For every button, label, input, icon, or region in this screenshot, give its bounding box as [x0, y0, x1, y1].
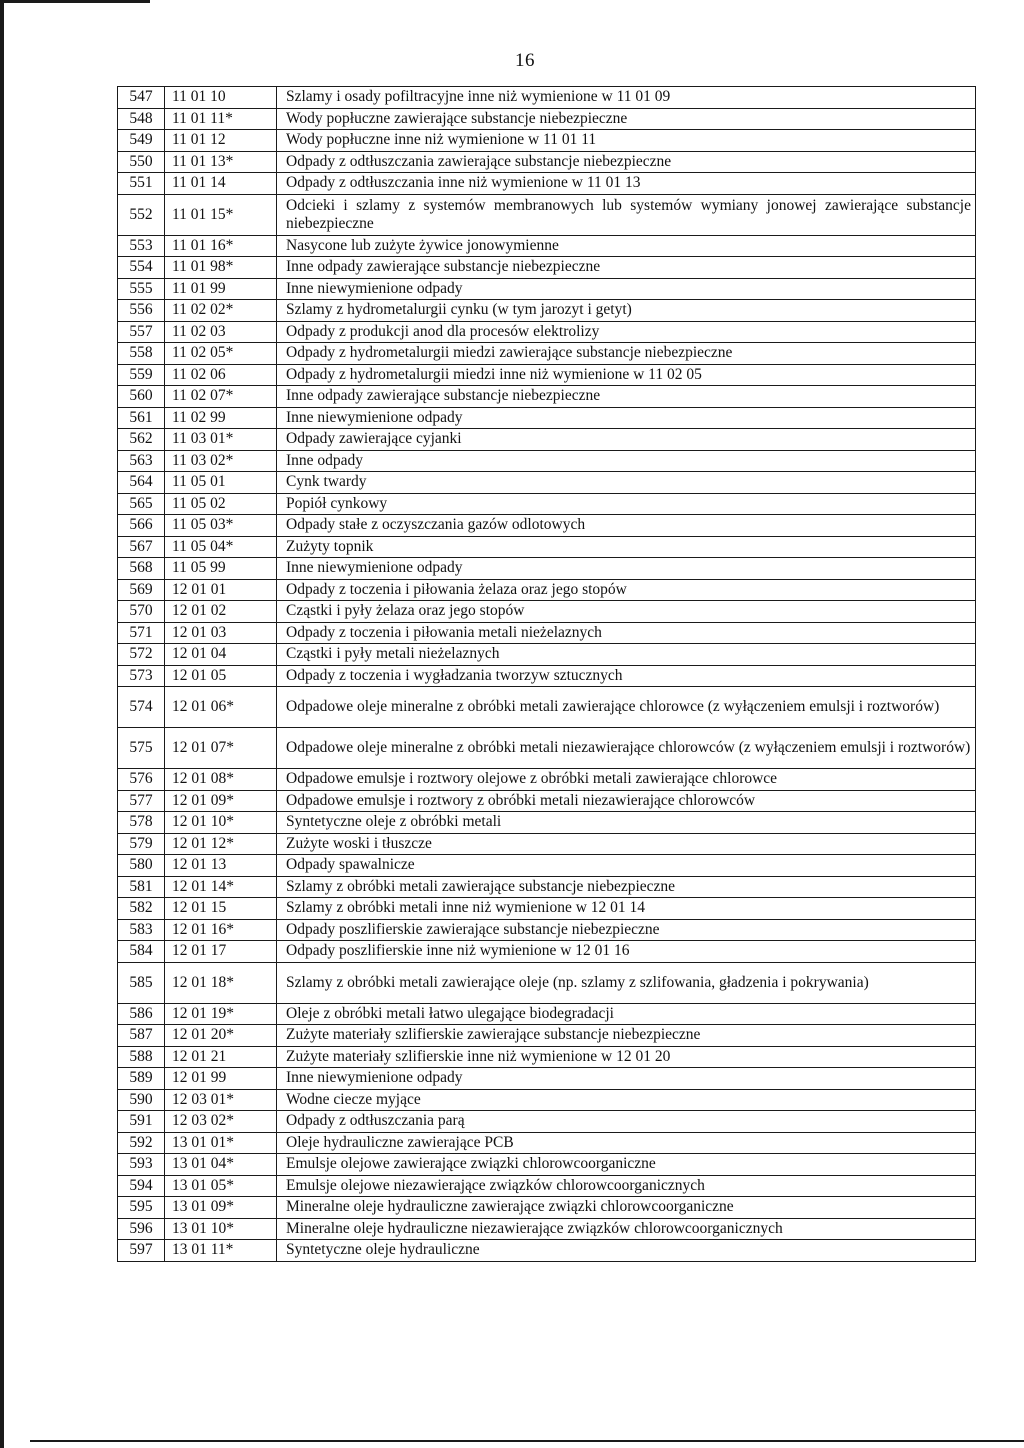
row-number: 594	[118, 1175, 165, 1197]
table-row	[118, 579, 976, 601]
waste-description: Cynk twardy	[277, 472, 976, 494]
table-row	[118, 665, 976, 687]
row-number: 569	[118, 579, 165, 601]
waste-code: 13 01 01*	[165, 1132, 277, 1154]
waste-description: Syntetyczne oleje hydrauliczne	[277, 1240, 976, 1262]
waste-code: 12 01 03	[165, 622, 277, 644]
waste-description: Wody popłuczne inne niż wymienione w 11 01 11	[277, 130, 976, 152]
waste-code: 12 01 05	[165, 665, 277, 687]
waste-code: 12 01 08*	[165, 769, 277, 791]
row-number: 578	[118, 812, 165, 834]
waste-description: Odpady z odtłuszczania zawierające substancje niebezpieczne	[277, 151, 976, 173]
table-row	[118, 833, 976, 855]
waste-code: 11 01 13*	[165, 151, 277, 173]
table-row	[118, 1132, 976, 1154]
row-number: 566	[118, 515, 165, 537]
waste-description: Zużyte materiały szlifierskie inne niż wymienione w 12 01 20	[277, 1046, 976, 1068]
table-row	[118, 130, 976, 152]
table-row	[118, 769, 976, 791]
waste-code: 11 05 02	[165, 493, 277, 515]
waste-description: Szlamy z hydrometalurgii cynku (w tym jarozyt i getyt)	[277, 300, 976, 322]
table-row	[118, 558, 976, 580]
row-number: 591	[118, 1111, 165, 1133]
waste-code-table	[117, 86, 976, 1262]
table-row	[118, 386, 976, 408]
table-row	[118, 173, 976, 195]
table-row	[118, 321, 976, 343]
table-row	[118, 108, 976, 130]
table-row	[118, 1111, 976, 1133]
row-number: 552	[118, 194, 165, 235]
waste-code: 12 01 12*	[165, 833, 277, 855]
waste-description: Odpady zawierające cyjanki	[277, 429, 976, 451]
table-row	[118, 429, 976, 451]
table-row	[118, 194, 976, 235]
waste-code: 13 01 09*	[165, 1197, 277, 1219]
table-row	[118, 1175, 976, 1197]
table-row	[118, 472, 976, 494]
waste-description: Wody popłuczne zawierające substancje niebezpieczne	[277, 108, 976, 130]
table-row	[118, 1025, 976, 1047]
waste-code: 11 03 02*	[165, 450, 277, 472]
waste-code: 11 01 14	[165, 173, 277, 195]
table-row	[118, 855, 976, 877]
waste-code: 11 02 06	[165, 364, 277, 386]
table-row	[118, 300, 976, 322]
waste-description: Zużyte materiały szlifierskie zawierające substancje niebezpieczne	[277, 1025, 976, 1047]
row-number: 557	[118, 321, 165, 343]
table-row	[118, 1240, 976, 1262]
waste-description: Oleje hydrauliczne zawierające PCB	[277, 1132, 976, 1154]
waste-description: Nasycone lub zużyte żywice jonowymienne	[277, 235, 976, 257]
row-number: 574	[118, 687, 165, 728]
table-row	[118, 343, 976, 365]
waste-description: Odpadowe oleje mineralne z obróbki metali niezawierające chlorowców (z wyłączeniem emulsji i roztworów)	[277, 728, 976, 769]
row-number: 587	[118, 1025, 165, 1047]
waste-code: 11 01 16*	[165, 235, 277, 257]
waste-description: Odpady z hydrometalurgii miedzi inne niż wymienione w 11 02 05	[277, 364, 976, 386]
table-row	[118, 898, 976, 920]
row-number: 571	[118, 622, 165, 644]
waste-code: 11 01 12	[165, 130, 277, 152]
table-row	[118, 919, 976, 941]
waste-description: Odpady z hydrometalurgii miedzi zawierające substancje niebezpieczne	[277, 343, 976, 365]
table-row	[118, 1154, 976, 1176]
row-number: 554	[118, 257, 165, 279]
table-row	[118, 1218, 976, 1240]
row-number: 563	[118, 450, 165, 472]
table-row	[118, 1089, 976, 1111]
waste-description: Szlamy z obróbki metali zawierające oleje (np. szlamy z szlifowania, gładzenia i pokrywania)	[277, 962, 976, 1003]
waste-code: 11 01 99	[165, 278, 277, 300]
table-row	[118, 278, 976, 300]
scan-edge-bottom	[30, 1440, 1024, 1442]
waste-code: 11 02 02*	[165, 300, 277, 322]
row-number: 558	[118, 343, 165, 365]
waste-code: 12 03 01*	[165, 1089, 277, 1111]
table-row	[118, 1197, 976, 1219]
waste-code: 11 02 99	[165, 407, 277, 429]
row-number: 590	[118, 1089, 165, 1111]
row-number: 584	[118, 941, 165, 963]
waste-description: Mineralne oleje hydrauliczne zawierające związki chlorowcoorganiczne	[277, 1197, 976, 1219]
waste-description: Odpady z produkcji anod dla procesów elektrolizy	[277, 321, 976, 343]
table-row	[118, 790, 976, 812]
waste-description: Odpady poszlifierskie inne niż wymienione w 12 01 16	[277, 941, 976, 963]
waste-description: Inne niewymienione odpady	[277, 558, 976, 580]
table-row	[118, 515, 976, 537]
row-number: 547	[118, 87, 165, 109]
row-number: 572	[118, 644, 165, 666]
waste-description: Wodne ciecze myjące	[277, 1089, 976, 1111]
table-row	[118, 87, 976, 109]
waste-code: 12 01 14*	[165, 876, 277, 898]
table-row	[118, 601, 976, 623]
waste-code: 11 05 99	[165, 558, 277, 580]
row-number: 579	[118, 833, 165, 855]
row-number: 565	[118, 493, 165, 515]
row-number: 549	[118, 130, 165, 152]
table-row	[118, 962, 976, 1003]
waste-description: Emulsje olejowe niezawierające związków chlorowcoorganicznych	[277, 1175, 976, 1197]
waste-code: 12 01 10*	[165, 812, 277, 834]
waste-code: 12 01 16*	[165, 919, 277, 941]
row-number: 564	[118, 472, 165, 494]
waste-description: Szlamy z obróbki metali zawierające substancje niebezpieczne	[277, 876, 976, 898]
row-number: 570	[118, 601, 165, 623]
waste-code: 13 01 05*	[165, 1175, 277, 1197]
waste-code: 12 01 01	[165, 579, 277, 601]
waste-description: Cząstki i pyły metali nieżelaznych	[277, 644, 976, 666]
waste-description: Zużyty topnik	[277, 536, 976, 558]
table-row	[118, 536, 976, 558]
row-number: 573	[118, 665, 165, 687]
row-number: 576	[118, 769, 165, 791]
row-number: 586	[118, 1003, 165, 1025]
waste-description: Mineralne oleje hydrauliczne niezawierające związków chlorowcoorganicznych	[277, 1218, 976, 1240]
waste-description: Szlamy i osady pofiltracyjne inne niż wymienione w 11 01 09	[277, 87, 976, 109]
table-row	[118, 728, 976, 769]
waste-description: Odpady z toczenia i piłowania metali nieżelaznych	[277, 622, 976, 644]
waste-code: 12 01 17	[165, 941, 277, 963]
waste-description: Cząstki i pyły żelaza oraz jego stopów	[277, 601, 976, 623]
waste-description: Odpady z odtłuszczania inne niż wymienione w 11 01 13	[277, 173, 976, 195]
waste-code: 11 01 98*	[165, 257, 277, 279]
waste-code: 12 01 07*	[165, 728, 277, 769]
row-number: 561	[118, 407, 165, 429]
row-number: 575	[118, 728, 165, 769]
table-row	[118, 364, 976, 386]
row-number: 555	[118, 278, 165, 300]
table-row	[118, 622, 976, 644]
table-row	[118, 687, 976, 728]
waste-code: 12 01 15	[165, 898, 277, 920]
waste-code: 12 01 99	[165, 1068, 277, 1090]
waste-code: 12 01 04	[165, 644, 277, 666]
waste-code: 12 01 20*	[165, 1025, 277, 1047]
row-number: 553	[118, 235, 165, 257]
waste-description: Inne odpady zawierające substancje niebezpieczne	[277, 257, 976, 279]
waste-description: Odpady spawalnicze	[277, 855, 976, 877]
waste-description: Odpadowe emulsje i roztwory olejowe z obróbki metali zawierające chlorowce	[277, 769, 976, 791]
waste-code: 12 01 21	[165, 1046, 277, 1068]
row-number: 589	[118, 1068, 165, 1090]
waste-table-body	[118, 87, 976, 1262]
waste-description: Zużyte woski i tłuszcze	[277, 833, 976, 855]
waste-code: 11 02 05*	[165, 343, 277, 365]
row-number: 588	[118, 1046, 165, 1068]
waste-description: Odpadowe oleje mineralne z obróbki metali zawierające chlorowce (z wyłączeniem emulsji i roztworów)	[277, 687, 976, 728]
table-row	[118, 151, 976, 173]
waste-code: 11 03 01*	[165, 429, 277, 451]
scan-edge-top-left	[0, 0, 150, 3]
waste-code: 12 01 19*	[165, 1003, 277, 1025]
waste-code: 11 02 03	[165, 321, 277, 343]
row-number: 556	[118, 300, 165, 322]
waste-code: 11 05 03*	[165, 515, 277, 537]
row-number: 551	[118, 173, 165, 195]
table-row	[118, 235, 976, 257]
waste-description: Inne odpady	[277, 450, 976, 472]
row-number: 550	[118, 151, 165, 173]
table-row	[118, 1003, 976, 1025]
table-row	[118, 876, 976, 898]
scan-edge-left	[0, 0, 4, 1448]
waste-code: 12 03 02*	[165, 1111, 277, 1133]
row-number: 567	[118, 536, 165, 558]
waste-code: 11 01 15*	[165, 194, 277, 235]
table-row	[118, 493, 976, 515]
row-number: 580	[118, 855, 165, 877]
waste-description: Oleje z obróbki metali łatwo ulegające biodegradacji	[277, 1003, 976, 1025]
waste-description: Odpady poszlifierskie zawierające substancje niebezpieczne	[277, 919, 976, 941]
waste-description: Odpadowe emulsje i roztwory z obróbki metali niezawierające chlorowców	[277, 790, 976, 812]
waste-code: 12 01 02	[165, 601, 277, 623]
waste-description: Popiół cynkowy	[277, 493, 976, 515]
row-number: 595	[118, 1197, 165, 1219]
waste-description: Syntetyczne oleje z obróbki metali	[277, 812, 976, 834]
waste-description: Inne niewymienione odpady	[277, 278, 976, 300]
row-number: 581	[118, 876, 165, 898]
waste-description: Szlamy z obróbki metali inne niż wymienione w 12 01 14	[277, 898, 976, 920]
waste-code: 11 01 11*	[165, 108, 277, 130]
waste-description: Odpady z odtłuszczania parą	[277, 1111, 976, 1133]
row-number: 583	[118, 919, 165, 941]
waste-code: 13 01 11*	[165, 1240, 277, 1262]
waste-code: 13 01 10*	[165, 1218, 277, 1240]
row-number: 560	[118, 386, 165, 408]
page-number: 16	[515, 50, 535, 71]
row-number: 568	[118, 558, 165, 580]
row-number: 593	[118, 1154, 165, 1176]
table-row	[118, 257, 976, 279]
waste-description: Odpady stałe z oczyszczania gazów odlotowych	[277, 515, 976, 537]
table-row	[118, 812, 976, 834]
waste-code: 11 01 10	[165, 87, 277, 109]
row-number: 577	[118, 790, 165, 812]
row-number: 559	[118, 364, 165, 386]
table-row	[118, 450, 976, 472]
row-number: 562	[118, 429, 165, 451]
waste-code: 11 02 07*	[165, 386, 277, 408]
waste-description: Emulsje olejowe zawierające związki chlorowcoorganiczne	[277, 1154, 976, 1176]
waste-description: Inne odpady zawierające substancje niebezpieczne	[277, 386, 976, 408]
waste-code: 13 01 04*	[165, 1154, 277, 1176]
row-number: 592	[118, 1132, 165, 1154]
row-number: 596	[118, 1218, 165, 1240]
waste-description: Inne niewymienione odpady	[277, 407, 976, 429]
table-row	[118, 407, 976, 429]
waste-code: 12 01 09*	[165, 790, 277, 812]
table-row	[118, 1068, 976, 1090]
waste-description: Odpady z toczenia i piłowania żelaza oraz jego stopów	[277, 579, 976, 601]
waste-code: 11 05 04*	[165, 536, 277, 558]
waste-description: Odpady z toczenia i wygładzania tworzyw sztucznych	[277, 665, 976, 687]
row-number: 585	[118, 962, 165, 1003]
waste-code: 12 01 13	[165, 855, 277, 877]
waste-description: Odcieki i szlamy z systemów membranowych lub systemów wymiany jonowej zawierające substancje niebezpieczne	[277, 194, 976, 235]
table-row	[118, 941, 976, 963]
waste-code: 12 01 18*	[165, 962, 277, 1003]
waste-code: 11 05 01	[165, 472, 277, 494]
row-number: 548	[118, 108, 165, 130]
row-number: 582	[118, 898, 165, 920]
waste-code: 12 01 06*	[165, 687, 277, 728]
table-row	[118, 1046, 976, 1068]
table-row	[118, 644, 976, 666]
waste-description: Inne niewymienione odpady	[277, 1068, 976, 1090]
row-number: 597	[118, 1240, 165, 1262]
